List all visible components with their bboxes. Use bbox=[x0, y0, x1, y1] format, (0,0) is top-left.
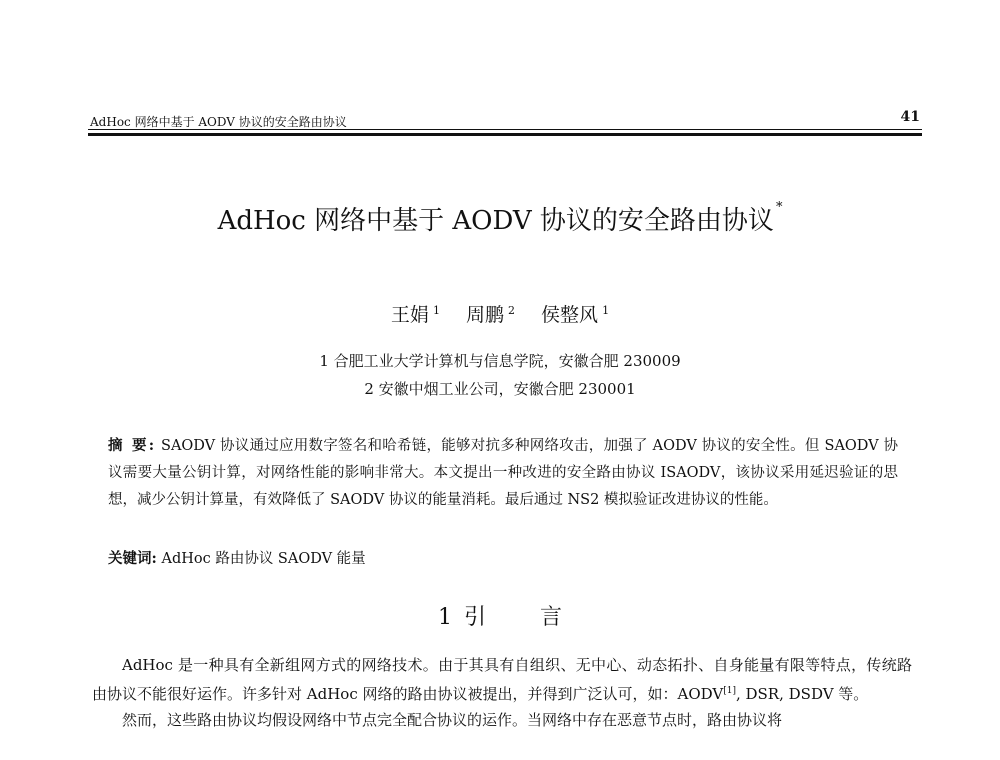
author-name: 周鹏 bbox=[465, 304, 504, 326]
keywords-label: 关键词: bbox=[108, 550, 157, 567]
section-title-part2: 言 bbox=[540, 605, 563, 630]
affiliation-2: 2 安徽中烟工业公司，安徽合肥 230001 bbox=[364, 380, 636, 398]
author bbox=[541, 304, 609, 326]
section-title-part1: 引 bbox=[463, 605, 486, 630]
body-text bbox=[92, 652, 912, 733]
header-rule-thin bbox=[88, 129, 922, 130]
author-affiliation-mark: 1 bbox=[602, 303, 610, 317]
abstract-text: SAODV 协议通过应用数字签名和哈希链，能够对抗多种网络攻击，加强了 AODV 协议的安全性。但 SAODV 协议需要大量公钥计算，对网络性能的影响非常大。本文提出一种改进的安全路由协议 ISAODV，该协议采用延迟验证的思想，减少公钥计算量，有效降低了 SAODV 协议的能量消耗。最后通过 NS2 模拟验证改进协议的性能。 bbox=[108, 438, 898, 508]
citation: [1] bbox=[723, 686, 736, 696]
author-list bbox=[0, 300, 1000, 327]
abstract-label: 摘 要: bbox=[108, 437, 157, 454]
author-name: 王娟 bbox=[390, 304, 429, 326]
paper-title-text: AdHoc 网络中基于 AODV 协议的安全路由协议 bbox=[217, 206, 774, 236]
paper-title bbox=[0, 200, 1000, 237]
section-heading bbox=[0, 600, 1000, 631]
author bbox=[466, 304, 515, 326]
keywords-text: AdHoc 路由协议 SAODV 能量 bbox=[161, 551, 366, 567]
paragraph: 然而，这些路由协议均假设网络中节点完全配合协议的运作。当网络中存在恶意节点时，路由协议将 bbox=[122, 711, 783, 729]
header-rule-thick bbox=[88, 133, 922, 136]
title-footnote-marker: * bbox=[775, 200, 783, 215]
author bbox=[391, 304, 440, 326]
author-name: 侯整风 bbox=[541, 304, 599, 326]
paragraph-text: , DSR, DSDV 等。 bbox=[735, 685, 869, 703]
author-affiliation-mark: 1 bbox=[432, 303, 440, 317]
abstract bbox=[108, 432, 898, 514]
paragraph bbox=[92, 652, 912, 707]
running-title: AdHoc 网络中基于 AODV 协议的安全路由协议 bbox=[90, 115, 347, 129]
affiliation-1: 1 合肥工业大学计算机与信息学院，安徽合肥 230009 bbox=[319, 352, 681, 370]
paragraph-text: AdHoc 是一种具有全新组网方式的网络技术。由于其具有自组织、无中心、动态拓扑、自身能量有限等特点，传统路由协议不能很好运作。许多针对 AdHoc 网络的路由协议被提出，并得到广泛认可，如：AODV bbox=[92, 656, 912, 703]
page-number: 41 bbox=[900, 109, 920, 125]
author-affiliation-mark: 2 bbox=[508, 303, 515, 317]
section-number: 1 bbox=[437, 605, 452, 630]
keywords bbox=[108, 547, 898, 568]
